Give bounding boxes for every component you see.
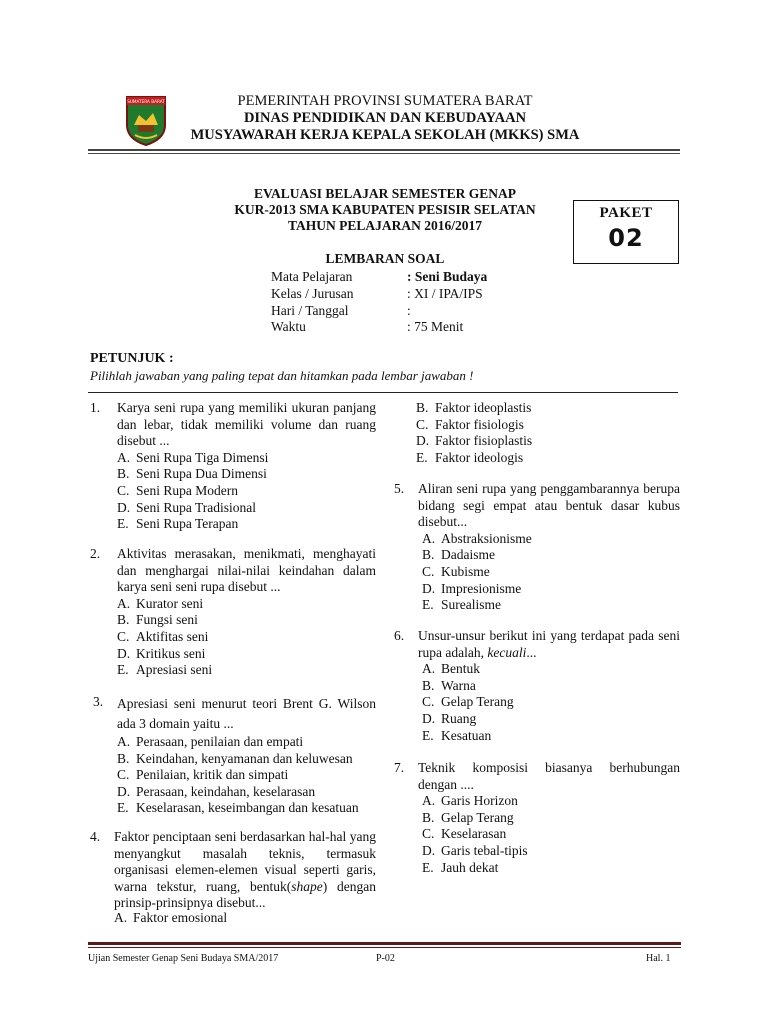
option-a[interactable]: A. Garis Horizon <box>422 793 518 809</box>
option-b[interactable]: B. Faktor ideoplastis <box>416 400 532 415</box>
info-label: Waktu <box>271 319 306 334</box>
option-b[interactable]: B. Fungsi seni <box>117 612 198 628</box>
footer-exam-name: Ujian Semester Genap Seni Budaya SMA/2017 <box>88 953 279 964</box>
header-mkks: MUSYAWARAH KERJA KEPALA SEKOLAH (MKKS) SMA <box>190 127 580 143</box>
footer-divider <box>88 942 681 945</box>
option-e[interactable]: E. Jauh dekat <box>422 859 499 875</box>
question-stem: Apresiasi seni menurut teori Brent G. Wilson ada 3 domain yaitu ... <box>117 696 376 731</box>
exam-curriculum: KUR-2013 SMA KABUPATEN PESISIR SELATAN <box>234 202 536 217</box>
header-divider-thin <box>88 153 680 154</box>
exam-year: TAHUN PELAJARAN 2016/2017 <box>287 218 482 233</box>
info-value: : <box>407 303 411 318</box>
crest-text: SUMATERA BARAT <box>127 99 165 104</box>
question-number: 6. <box>394 628 405 643</box>
question-number: 1. <box>90 400 101 415</box>
header-divider <box>88 149 680 151</box>
sheet-title: LEMBARAN SOAL <box>325 251 445 266</box>
instructions-text: Pilihlah jawaban yang paling tepat dan hitamkan pada lembar jawaban ! <box>90 368 474 383</box>
footer-divider-thin <box>88 947 681 948</box>
question-stem: Aktivitas merasakan, menikmati, menghayati dan menghargai nilai-nilai keindahan dalam karya seni seni rupa disebut ... <box>117 546 376 595</box>
option-b[interactable]: B. Dadaisme <box>422 547 495 563</box>
option-c[interactable]: C. Penilaian, kritik dan simpati <box>117 767 289 783</box>
question-number: 7. <box>394 760 405 775</box>
option-d[interactable]: D. Impresionisme <box>422 580 522 596</box>
option-d[interactable]: D. Perasaan, keindahan, keselarasan <box>117 783 316 799</box>
option-e[interactable]: E. Seni Rupa Terapan <box>117 516 239 532</box>
header-province: PEMERINTAH PROVINSI SUMATERA BARAT <box>237 93 533 109</box>
paket-label: PAKET <box>599 205 653 221</box>
option-c[interactable]: C. Seni Rupa Modern <box>117 482 238 498</box>
option-d[interactable]: D. Ruang <box>422 710 477 726</box>
question-stem: Faktor penciptaan seni berdasarkan hal-hal yang menyangkut masalah teknis, termasuk organisasi elemen-elemen visual seperti garis, warna tekstur, ruang, bentuk(shape) dengan prinsip-prinsipnya disebut... <box>114 829 376 911</box>
option-a[interactable]: A. Faktor emosional <box>114 910 228 925</box>
info-value: : 75 Menit <box>407 319 464 334</box>
option-b[interactable]: B. Seni Rupa Dua Dimensi <box>117 466 267 482</box>
question-stem: Unsur-unsur berikut ini yang terdapat pada seni rupa adalah, kecuali... <box>418 628 680 660</box>
option-d[interactable]: D. Seni Rupa Tradisional <box>117 499 257 515</box>
option-d[interactable]: D. Kritikus seni <box>117 645 206 661</box>
question-number: 5. <box>394 481 405 496</box>
option-a[interactable]: A. Perasaan, penilaian dan empati <box>117 734 304 749</box>
question-number: 2. <box>90 546 101 561</box>
question-stem: Teknik komposisi biasanya berhubungan dengan .... <box>418 760 680 792</box>
option-d[interactable]: D. Faktor fisioplastis <box>416 433 533 449</box>
option-e[interactable]: E. Surealisme <box>422 597 501 613</box>
header-department: DINAS PENDIDIKAN DAN KEBUDAYAAN <box>243 110 527 126</box>
option-c[interactable]: C. Gelap Terang <box>422 694 514 710</box>
footer-paket-code: P-02 <box>376 953 395 964</box>
exam-title: EVALUASI BELAJAR SEMESTER GENAP <box>254 186 516 201</box>
paket-box <box>573 200 679 264</box>
option-c[interactable]: C. Keselarasan <box>422 826 507 842</box>
option-e[interactable]: E. Kesatuan <box>422 727 492 743</box>
question-number: 4. <box>90 829 101 844</box>
option-a[interactable]: A. Seni Rupa Tiga Dimensi <box>117 449 269 465</box>
option-d[interactable]: D. Garis tebal-tipis <box>422 842 528 858</box>
option-a[interactable]: A. Kurator seni <box>117 595 204 611</box>
option-a[interactable]: A. Bentuk <box>422 661 480 677</box>
question-number: 3. <box>93 694 104 709</box>
question-stem: Karya seni rupa yang memiliki ukuran panjang dan lebar, tidak memiliki volume dan ruang disebut ... <box>117 400 376 449</box>
info-label: Hari / Tanggal <box>271 303 349 318</box>
option-e[interactable]: E. Faktor ideologis <box>416 449 524 465</box>
info-value: : Seni Budaya <box>407 269 488 284</box>
question-stem: Aliran seni rupa yang penggambarannya berupa bidang segi empat atau bentuk dasar kubus disebut... <box>418 481 680 530</box>
option-b[interactable]: B. Warna <box>422 677 476 693</box>
instructions-divider <box>88 392 678 393</box>
info-label: Kelas / Jurusan <box>271 286 354 301</box>
option-c[interactable]: C. Faktor fisiologis <box>416 416 524 432</box>
info-value: : XI / IPA/IPS <box>407 286 483 301</box>
option-b[interactable]: B. Gelap Terang <box>422 809 514 825</box>
option-e[interactable]: E. Apresiasi seni <box>117 662 213 678</box>
option-b[interactable]: B. Keindahan, kenyamanan dan keluwesan <box>117 750 353 766</box>
option-c[interactable]: C. Kubisme <box>422 563 490 579</box>
instructions-title: PETUNJUK : <box>90 351 174 366</box>
option-a[interactable]: A. Abstraksionisme <box>422 530 532 546</box>
info-label: Mata Pelajaran <box>271 269 353 284</box>
paket-number: 02 <box>608 224 644 252</box>
footer-page-number: Hal. 1 <box>646 953 671 964</box>
option-c[interactable]: C. Aktifitas seni <box>117 628 209 644</box>
option-e[interactable]: E. Keselarasan, keseimbangan dan kesatuan <box>117 800 359 816</box>
